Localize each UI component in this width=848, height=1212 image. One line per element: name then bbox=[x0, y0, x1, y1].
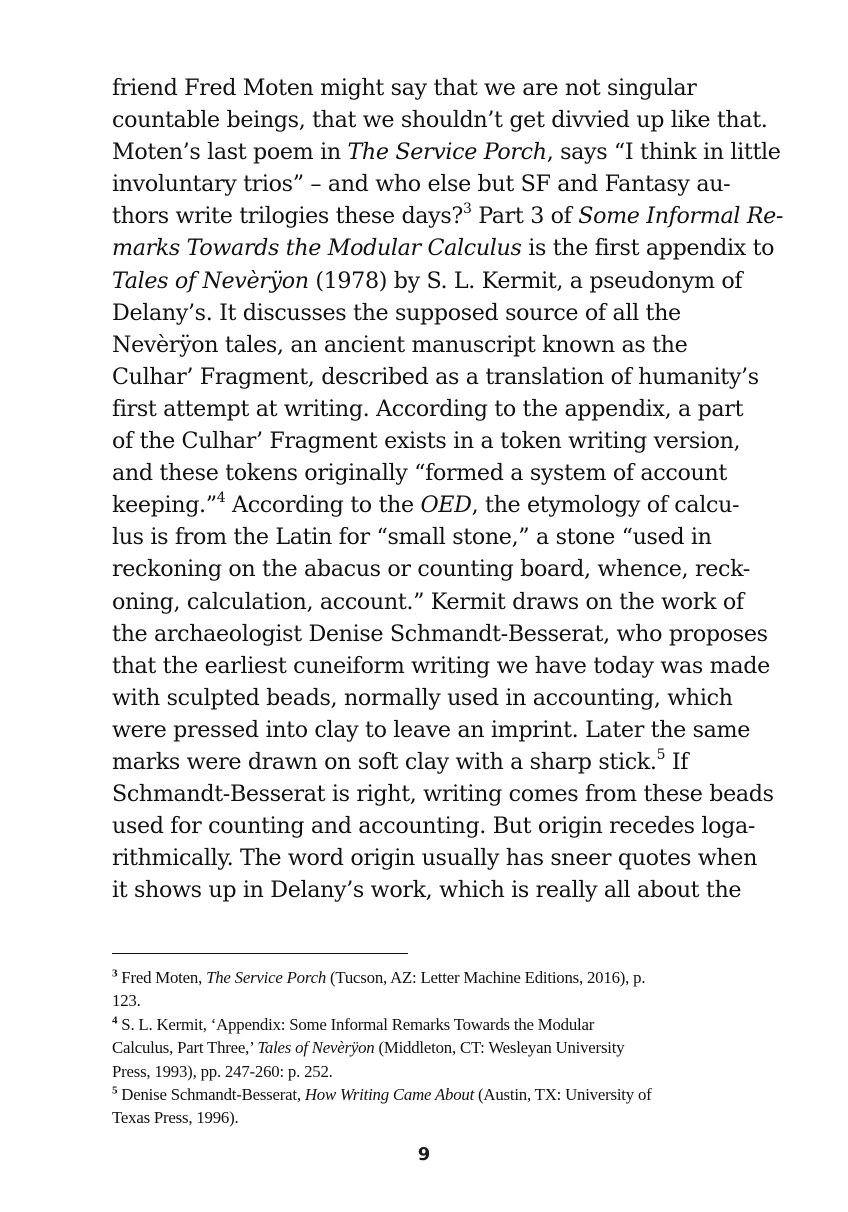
text-line bbox=[112, 810, 756, 842]
title-italic: Some Informal Re- bbox=[578, 203, 784, 230]
text-line bbox=[112, 778, 774, 810]
text-line bbox=[112, 297, 752, 329]
text-line bbox=[112, 553, 752, 585]
text-run: , the etymology of calcu- bbox=[471, 492, 740, 519]
text-run: rithmically. The word origin usually has sneer quotes when bbox=[112, 845, 758, 872]
text-run: the archaeologist Denise Schmandt-Besserat, who proposes bbox=[112, 620, 768, 647]
text-run: (Austin, TX: University of bbox=[474, 1085, 652, 1105]
footnote-ref-3[interactable]: 3 bbox=[462, 200, 472, 217]
text-line bbox=[112, 618, 768, 650]
text-line bbox=[112, 393, 752, 425]
text-run: of the Culhar’ Fragment exists in a token writing version, bbox=[112, 428, 741, 455]
footnote-4 bbox=[112, 1013, 742, 1036]
text-line bbox=[112, 329, 752, 361]
text-line bbox=[112, 72, 752, 104]
text-line bbox=[112, 425, 752, 457]
text-line bbox=[112, 521, 752, 553]
text-line bbox=[112, 842, 758, 874]
text-run: (Middleton, CT: Wesleyan University bbox=[374, 1038, 625, 1058]
text-run: Texas Press, 1996). bbox=[112, 1108, 239, 1128]
text-run: keeping.” bbox=[112, 492, 217, 519]
text-run: If bbox=[665, 748, 689, 775]
book-title-italic: The Service Porch bbox=[206, 968, 327, 987]
text-run: Nevèrÿon tales, an ancient manuscript known as the bbox=[112, 331, 688, 358]
text-run: , says “I think in little bbox=[546, 139, 781, 166]
footnote-4-continued bbox=[112, 1060, 742, 1083]
abbreviation-italic: OED bbox=[420, 492, 472, 519]
text-line bbox=[112, 874, 752, 906]
text-line bbox=[112, 586, 752, 618]
text-line bbox=[112, 136, 781, 168]
text-run: lus is from the Latin for “small stone,” a stone “used in bbox=[112, 524, 712, 551]
text-run: Fred Moten, bbox=[117, 968, 207, 987]
text-run: it shows up in Delany’s work, which is really all about the bbox=[112, 877, 742, 904]
text-line bbox=[112, 489, 752, 521]
text-run: According to the bbox=[225, 492, 421, 519]
text-run: Denise Schmandt-Besserat, bbox=[117, 1085, 305, 1105]
text-run: oning, calculation, account.” Kermit draws on the work of bbox=[112, 588, 744, 615]
text-line bbox=[112, 200, 784, 232]
footnote-4-continued bbox=[112, 1036, 742, 1059]
text-line bbox=[112, 168, 752, 200]
footnote-5 bbox=[112, 1083, 742, 1106]
text-run: Delany’s. It discusses the supposed source of all the bbox=[112, 299, 681, 326]
text-line bbox=[112, 457, 752, 489]
text-run: (1978) by S. L. Kermit, a pseudonym of bbox=[308, 267, 743, 294]
footnote-ref-4[interactable]: 4 bbox=[216, 489, 226, 506]
footnote-number: 5 bbox=[112, 1084, 118, 1097]
footnote-ref-5[interactable]: 5 bbox=[656, 746, 666, 763]
text-line bbox=[112, 650, 770, 682]
page-number: 9 bbox=[417, 1144, 431, 1165]
text-line bbox=[112, 265, 752, 297]
footnote-number: 4 bbox=[112, 1014, 118, 1027]
text-run: 123. bbox=[112, 991, 141, 1011]
text-run: countable beings, that we shouldn’t get divvied up like that. bbox=[112, 107, 768, 134]
text-run: first attempt at writing. According to the appendix, a part bbox=[112, 395, 744, 422]
text-run: Calculus, Part Three,’ bbox=[112, 1038, 258, 1058]
footnote-divider bbox=[112, 953, 408, 954]
text-run: (Tucson, AZ: Letter Machine Editions, 2016), p. bbox=[326, 968, 646, 987]
text-run: reckoning on the abacus or counting board, whence, reck- bbox=[112, 556, 750, 583]
text-line bbox=[112, 232, 775, 264]
text-run: and these tokens originally “formed a system of account bbox=[112, 460, 727, 487]
text-run: S. L. Kermit, ‘Appendix: Some Informal Remarks Towards the Modular bbox=[117, 1014, 595, 1034]
text-line bbox=[112, 104, 768, 136]
text-run: Moten’s last poem in bbox=[112, 139, 348, 166]
title-italic: marks Towards the Modular Calculus bbox=[112, 235, 522, 262]
book-title-italic: How Writing Came About bbox=[304, 1085, 475, 1105]
text-run: used for counting and accounting. But origin recedes loga- bbox=[112, 813, 756, 840]
footnotes bbox=[112, 966, 742, 1130]
book-title-italic: Tales of Nevèrÿon bbox=[112, 267, 309, 294]
main-text bbox=[112, 72, 784, 906]
text-run: Press, 1993), pp. 247-260: p. 252. bbox=[112, 1061, 333, 1081]
text-line bbox=[112, 682, 752, 714]
text-run: Culhar’ Fragment, described as a translation of humanity’s bbox=[112, 363, 759, 390]
text-line bbox=[112, 746, 752, 778]
text-run: Schmandt-Besserat is right, writing comes from these beads bbox=[112, 781, 774, 808]
text-run: thors write trilogies these days? bbox=[112, 203, 463, 230]
text-run: that the earliest cuneiform writing we have today was made bbox=[112, 652, 770, 679]
text-line bbox=[112, 714, 752, 746]
text-run: Part 3 of bbox=[471, 203, 579, 230]
footnote-3 bbox=[112, 966, 742, 989]
text-run: involuntary trios” – and who else but SF and Fantasy au- bbox=[112, 171, 731, 198]
footnote-3-continued bbox=[112, 989, 742, 1012]
book-title-italic: Tales of Nevèrÿon bbox=[257, 1038, 375, 1058]
text-line bbox=[112, 361, 759, 393]
text-run: marks were drawn on soft clay with a sharp stick. bbox=[112, 748, 657, 775]
text-run: were pressed into clay to leave an imprint. Later the same bbox=[112, 716, 751, 743]
footnote-5-continued bbox=[112, 1106, 742, 1129]
text-run: is the first appendix to bbox=[521, 235, 775, 262]
text-run: friend Fred Moten might say that we are not singular bbox=[112, 75, 697, 101]
text-run: with sculpted beads, normally used in accounting, which bbox=[112, 684, 733, 711]
book-title-italic: The Service Porch bbox=[347, 139, 547, 166]
footnote-number: 3 bbox=[112, 967, 118, 980]
